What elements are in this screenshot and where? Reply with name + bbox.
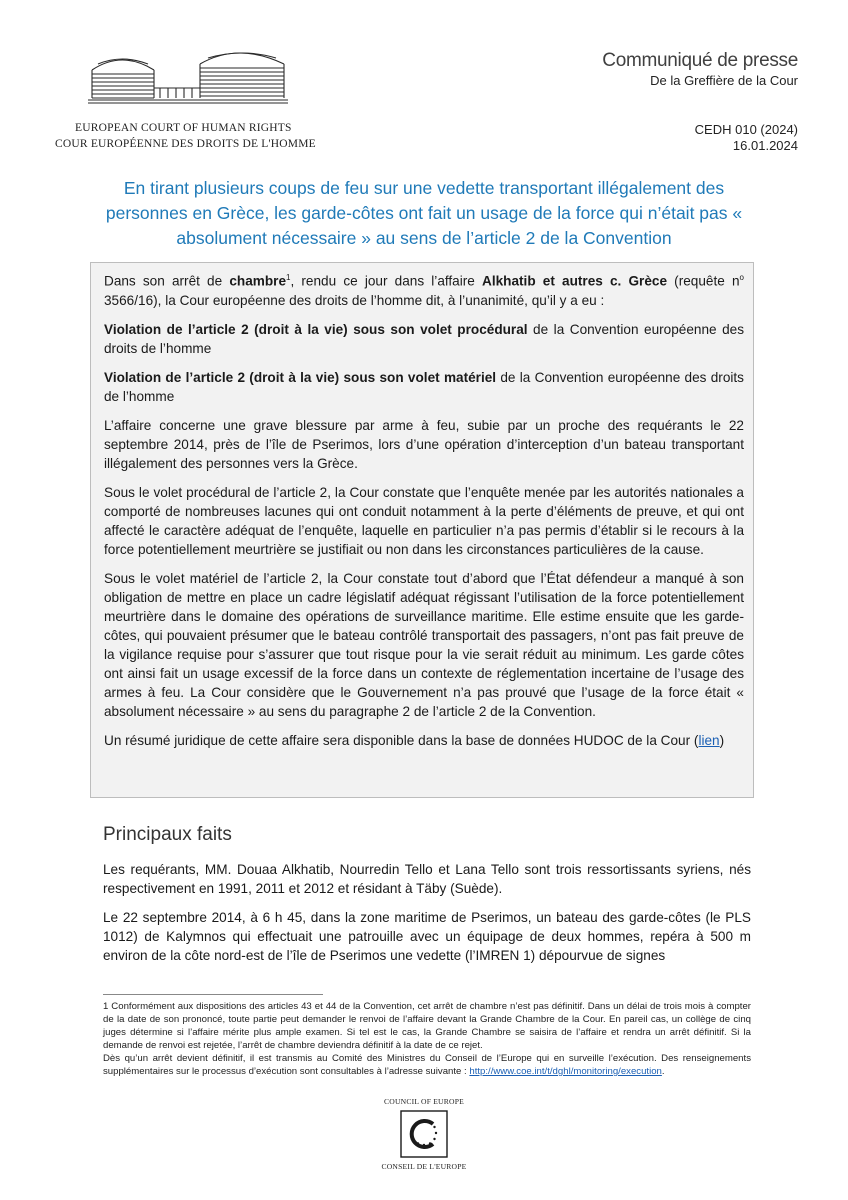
council-of-europe-icon [400,1110,448,1158]
violation-material: Violation de l’article 2 (droit à la vie) sous son volet matériel de la Convention européenne des droits de l’homme [104,369,744,404]
footnote-paragraph-2: Dès qu’un arrêt devient définitif, il est transmis au Comité des Ministres du Conseil de l’Europe qui en surveille l’exécution. Des renseignements supplémentaires sur le processus d’exécution sont consultables à l’adresse suivante : http://www.coe.int/t/dghl/monitoring/execution. [103,1053,751,1077]
footnote-ref[interactable]: 1 [286,273,291,282]
facts-paragraph-1: Les requérants, MM. Douaa Alkhatib, Nourredin Tello et Lana Tello sont trois ressortissants syriens, nés respectivement en 1991, 2011 et 2012 et résidant à Täby (Suède). [103,862,751,896]
hudoc-paragraph: Un résumé juridique de cette affaire sera disponible dans la base de données HUDOC de la Cour (lien) [104,732,725,748]
release-date: 16.01.2024 [732,138,798,153]
material-limb-paragraph: Sous le volet matériel de l’article 2, la Cour constate tout d’abord que l’État défendeur a manqué à son obligation de mettre en place un cadre législatif adéquat régissant l’utilisation de la force potentiellement meurtrière dans le domaine des opérations de surveillance maritime. Elle estime ensuite que les garde-côtes, qui pouvaient présumer que le bateau contrôlé transportait des passagers, n’ont pas fait preuve de la vigilance requise pour s’assurer que tout risque pour la vie serait réduit au minimum. Les garde côtes ont ainsi fait un usage excessif de la force dans un contexte de réglementation incertaine de l’usage des armes à feu. La Cour considère que le Gouvernement n’a pas prouvé que l’usage de la force était « absolument nécessaire » au sens du paragraphe 2 de l’article 2 de la Convention. [104,570,744,719]
hudoc-link[interactable]: lien [698,732,720,748]
section-title-facts: Principaux faits [103,824,232,845]
judgment-type: chambre [229,273,287,289]
conseil-de-leurope-label: CONSEIL DE L'EUROPE [381,1162,467,1171]
facts-body [103,860,751,975]
press-release-subtitle: De la Greffière de la Cour [650,73,798,88]
court-building-icon [88,48,288,120]
summary-box [90,262,754,798]
procedural-limb-paragraph: Sous le volet procédural de l’article 2, la Cour constate que l’enquête menée par les autorités nationales a comporté de nombreuses lacunes qui ont conduit notamment à la perte d’éléments de preuve, et qui ont affecté le caractère adéquat de l’enquête, laquelle en particulier n’a pas permis d’établir si le recours à la force potentiellement meurtrière se justifiait ou non dans les circonstances particulières de la cause. [104,484,744,557]
summary-intro: Dans son arrêt de chambre$^1$, rendu ce jour dans l’affaire Alkhatib et autres c. Grèce (requête $n^o$ 3566/16), la Cour européenne des droits de l’homme dit, à l’unanimité, qu’il y a eu : [104,273,744,308]
facts-paragraph-2: Le 22 septembre 2014, à 6 h 45, dans la zone maritime de Pserimos, un bateau des garde-côtes (le PLS 1012) de Kalymnos qui effectuait une patrouille avec un équipage de deux hommes, repéra à 500 m environ de la côte nord-est de l’île de Pserimos une vedette (l’IMREN 1) dépourvue de signes [103,910,751,963]
court-name-en: EUROPEAN COURT OF HUMAN RIGHTS [75,122,292,134]
footnote-paragraph-1: 1 Conformément aux dispositions des articles 43 et 44 de la Convention, cet arrêt de chambre n’est pas définitif. Dans un délai de trois mois à compter de la date de son prononcé, toute partie peut demander le renvoi de l’affaire devant la Grande Chambre de la Cour. En pareil cas, un collège de cinq juges détermine si l’affaire mérite plus ample examen. Si tel est le cas, la Grande Chambre se saisira de l’affaire et rendra un arrêt définitif. Si la demande de renvoi est rejetée, l’arrêt de chambre deviendra définitif à la date de ce rejet. [103,1001,751,1051]
press-release-title: Communiqué de presse [602,50,798,71]
reference-block [695,122,798,154]
violation-procedural: Violation de l’article 2 (droit à la vie) sous son volet procédural de la Convention européenne des droits de l’homme [104,321,744,356]
footnote [103,1000,751,1078]
court-name-fr: COUR EUROPÉENNE DES DROITS DE L'HOMME [55,138,316,150]
reference-number: CEDH 010 (2024) [694,122,798,137]
headline: En tirant plusieurs coups de feu sur une vedette transportant illégalement des personnes en Grèce, les garde-côtes ont fait un usage de la force qui n’était pas « absolument nécessaire » au sens de l’article 2 de la Convention [105,178,743,248]
execution-link[interactable]: http://www.coe.int/t/dghl/monitoring/execution [469,1066,662,1077]
case-name: Alkhatib et autres c. Grèce [482,273,668,289]
case-summary-paragraph: L’affaire concerne une grave blessure par arme à feu, subie par un proche des requérants le 22 septembre 2014, près de l’île de Pserimos, lors d’une opération d’interception d’un bateau transportant illégalement des personnes vers la Grèce. [104,417,744,471]
footnote-separator [103,994,323,995]
court-building-logo [88,48,288,120]
council-of-europe-logo [400,1110,448,1158]
council-of-europe-label: COUNCIL OF EUROPE [384,1097,464,1106]
